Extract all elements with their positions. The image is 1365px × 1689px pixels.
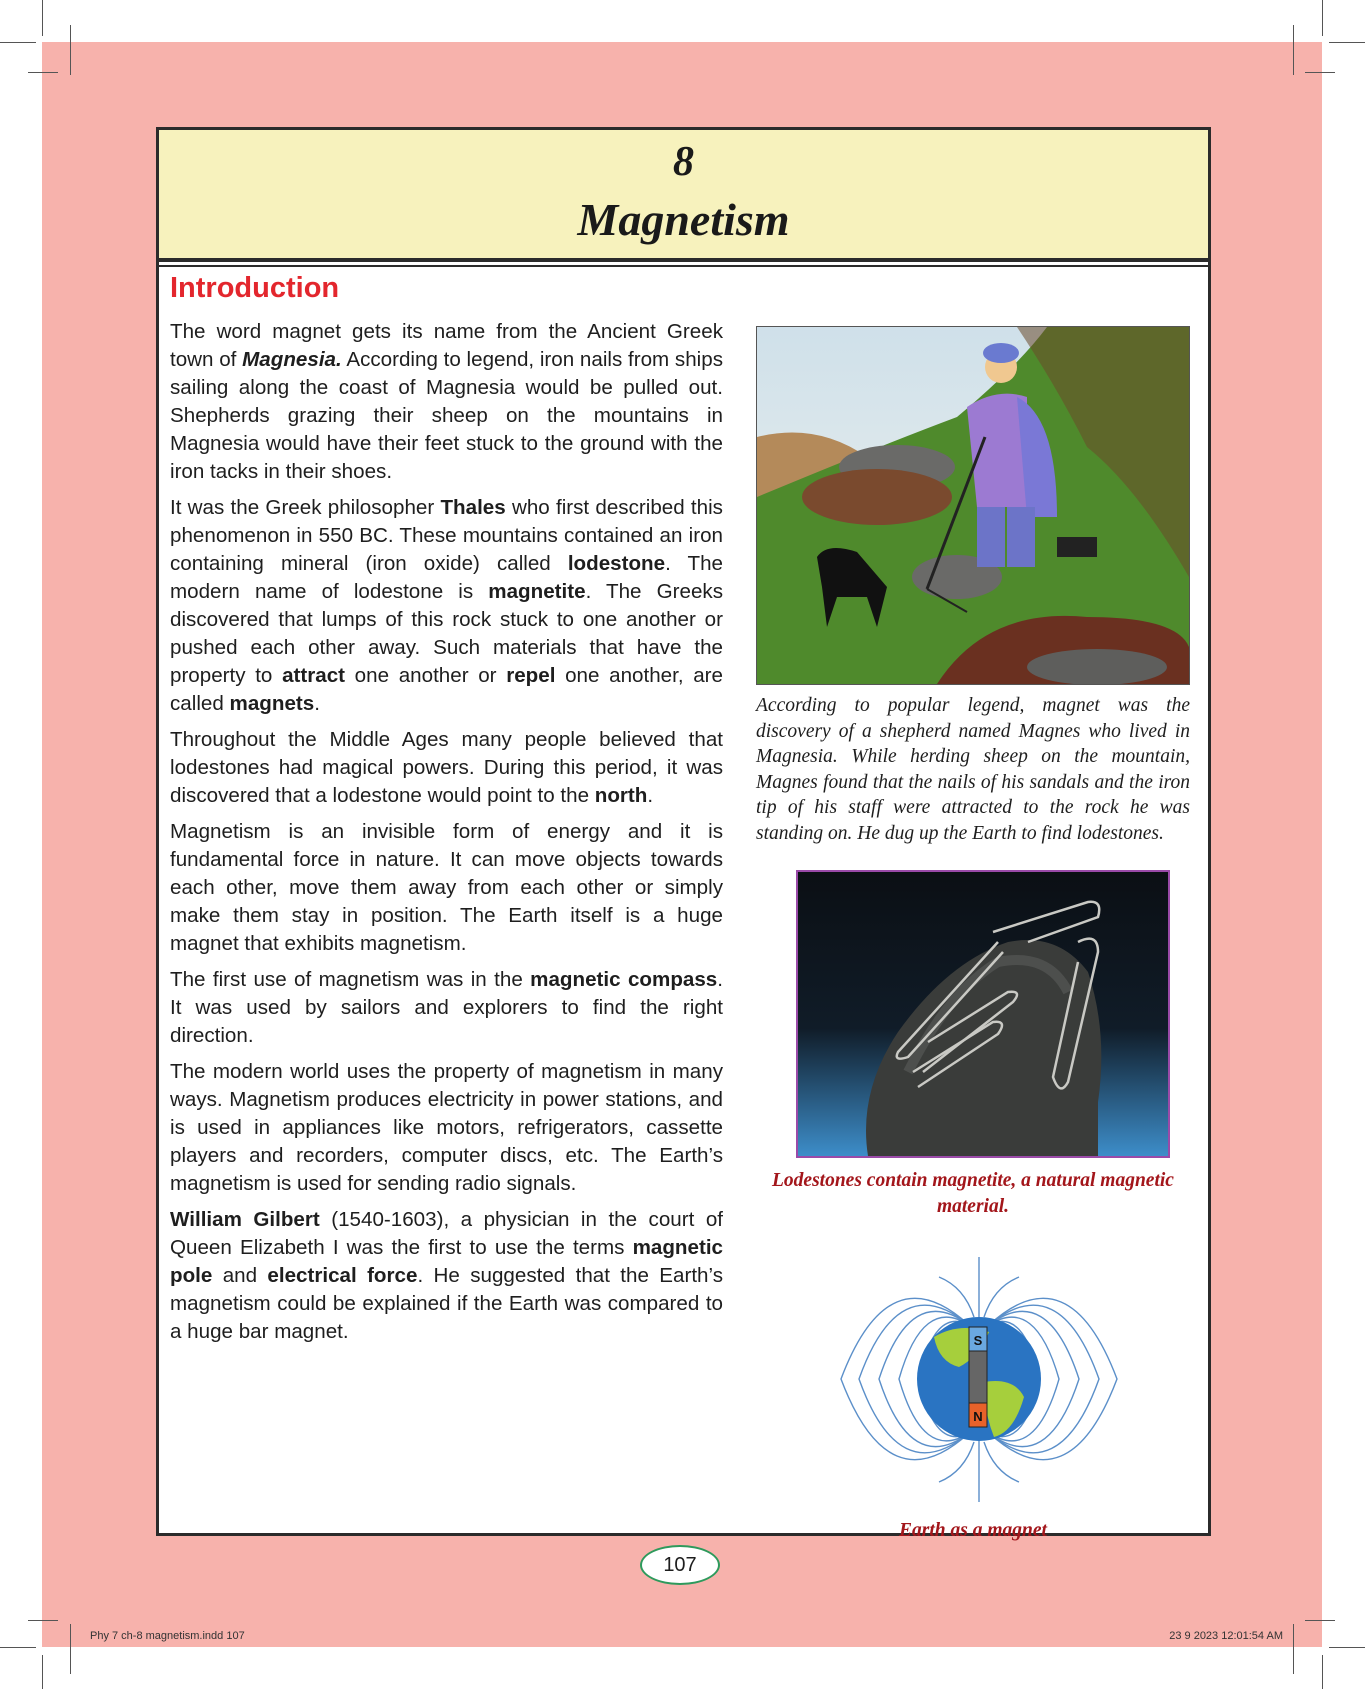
crop-mark (70, 25, 71, 75)
body-paragraph (170, 818, 723, 958)
emphasized-term: magnetic pole (170, 1236, 723, 1287)
text-run: . The Greeks discovered that lumps of this rock stuck to one another or pushed each other away. Such materials that have the property to (170, 580, 724, 687)
crop-mark (0, 1647, 36, 1648)
crop-mark (0, 42, 36, 43)
lodestone-paperclips-icon (798, 872, 1168, 1156)
chapter-frame (156, 127, 1211, 1541)
crop-mark (1305, 72, 1335, 73)
emphasized-term: north (594, 784, 648, 807)
chapter-title: Magnetism (577, 194, 790, 245)
emphasized-term: magnetic compass (530, 968, 718, 991)
lodestone-caption: Lodestones contain magnetite, a natural magnetic material. (772, 1170, 1174, 1217)
text-run: The first use of magnetism was in the (170, 968, 531, 991)
shepherd-scene-icon (757, 327, 1189, 684)
emphasized-term: Magnesia. (242, 348, 342, 371)
emphasized-term: repel (506, 664, 556, 687)
crop-mark (42, 1655, 43, 1689)
text-run: (1540-1603), a physician in the court of Queen Elizabeth I was the first to use the terms (170, 1208, 723, 1259)
page-number: 107 (640, 1545, 720, 1585)
file-slug: Phy 7 ch-8 magnetism.indd 107 (90, 1630, 245, 1642)
text-run: who first described this phenomenon in 550 BC. These mountains contained an iron containing mineral (iron oxide) called (170, 496, 723, 575)
body-paragraph (170, 726, 723, 810)
text-run: . (314, 692, 320, 715)
emphasized-term: electrical force (267, 1264, 418, 1287)
shepherd-caption: According to popular legend, magnet was the discovery of a shepherd named Magnes who lived in Magnesia. While herding sheep on the mountain, Magnes found that the nails of his sandals and the iron tip of his staff were attracted to the rock he was standing on. He dug up the Earth to find lodestones. (756, 695, 1190, 844)
section-heading: Introduction (170, 272, 340, 304)
text-run: The modern world uses the property of magnetism in many ways. Magnetism produces electricity in power stations, and is used in appliances like motors, refrigerators, cassette players and recorders, computer discs, etc. The Earth’s magnetism is used for sending radio signals. (170, 1060, 723, 1195)
body-paragraph (170, 318, 723, 486)
text-run: . (647, 784, 654, 807)
crop-mark (28, 1620, 58, 1621)
earth-caption: Earth as a magnet (899, 1520, 1047, 1541)
emphasized-term: magnets (229, 692, 315, 715)
body-paragraph (170, 494, 723, 718)
crop-mark (28, 72, 58, 73)
text-run: . He suggested that the Earth’s magnetism could be explained if the Earth was compared to a huge bar magnet. (170, 1264, 724, 1343)
timestamp-slug: 23 9 2023 12:01:54 AM (1169, 1630, 1283, 1642)
lodestone-photo (796, 870, 1170, 1158)
crop-mark (42, 0, 43, 36)
text-run: According to legend, iron nails from ships sailing along the coast of Magnesia would be pulled out. Shepherds grazing their sheep on the mountains in Magnesia would have their feet stuck to the ground with the iron tacks in their shoes. (170, 348, 724, 483)
body-paragraph (170, 1206, 723, 1346)
south-pole-label: S (973, 1333, 983, 1348)
text-run: The word magnet gets its name from the Ancient Greek town of (170, 320, 723, 371)
crop-mark (1329, 1647, 1365, 1648)
crop-mark (1305, 1620, 1335, 1621)
chapter-number: 8 (673, 139, 694, 185)
text-run: It was the Greek philosopher (170, 496, 441, 519)
text-run: Throughout the Middle Ages many people believed that lodestones had magical powers. During this period, it was discovered that a lodestone would point to the (170, 728, 723, 807)
emphasized-term: lodestone (567, 552, 666, 575)
shepherd-illustration (756, 326, 1190, 685)
body-text-column (170, 318, 723, 1354)
earth-magnet-diagram (839, 1247, 1119, 1512)
chapter-title-band (159, 130, 1208, 262)
text-run: one another, are called (170, 664, 723, 715)
crop-mark (1322, 0, 1323, 36)
text-run: Magnetism is an invisible form of energy and it is fundamental force in nature. It can move objects towards each other, move them away from each other or simply make them stay in position. The Earth itself is a huge magnet that exhibits magnetism. (170, 820, 723, 955)
crop-mark (70, 1624, 71, 1674)
crop-mark (1293, 25, 1294, 75)
text-run: . It was used by sailors and explorers to find the right direction. (170, 968, 723, 1047)
text-run: . The modern name of lodestone is (170, 552, 723, 603)
emphasized-term: attract (282, 664, 346, 687)
body-paragraph (170, 966, 723, 1050)
crop-mark (1322, 1655, 1323, 1689)
crop-mark (1293, 1624, 1294, 1674)
body-paragraph (170, 1058, 723, 1198)
earth-field-lines-icon (839, 1247, 1119, 1512)
north-pole-label: N (973, 1409, 983, 1424)
emphasized-term: Thales (440, 496, 506, 519)
emphasized-term: William Gilbert (170, 1208, 320, 1231)
crop-mark (1329, 42, 1365, 43)
text-run: one another or (345, 664, 507, 687)
text-run: and (212, 1264, 268, 1287)
emphasized-term: magnetite (488, 580, 586, 603)
